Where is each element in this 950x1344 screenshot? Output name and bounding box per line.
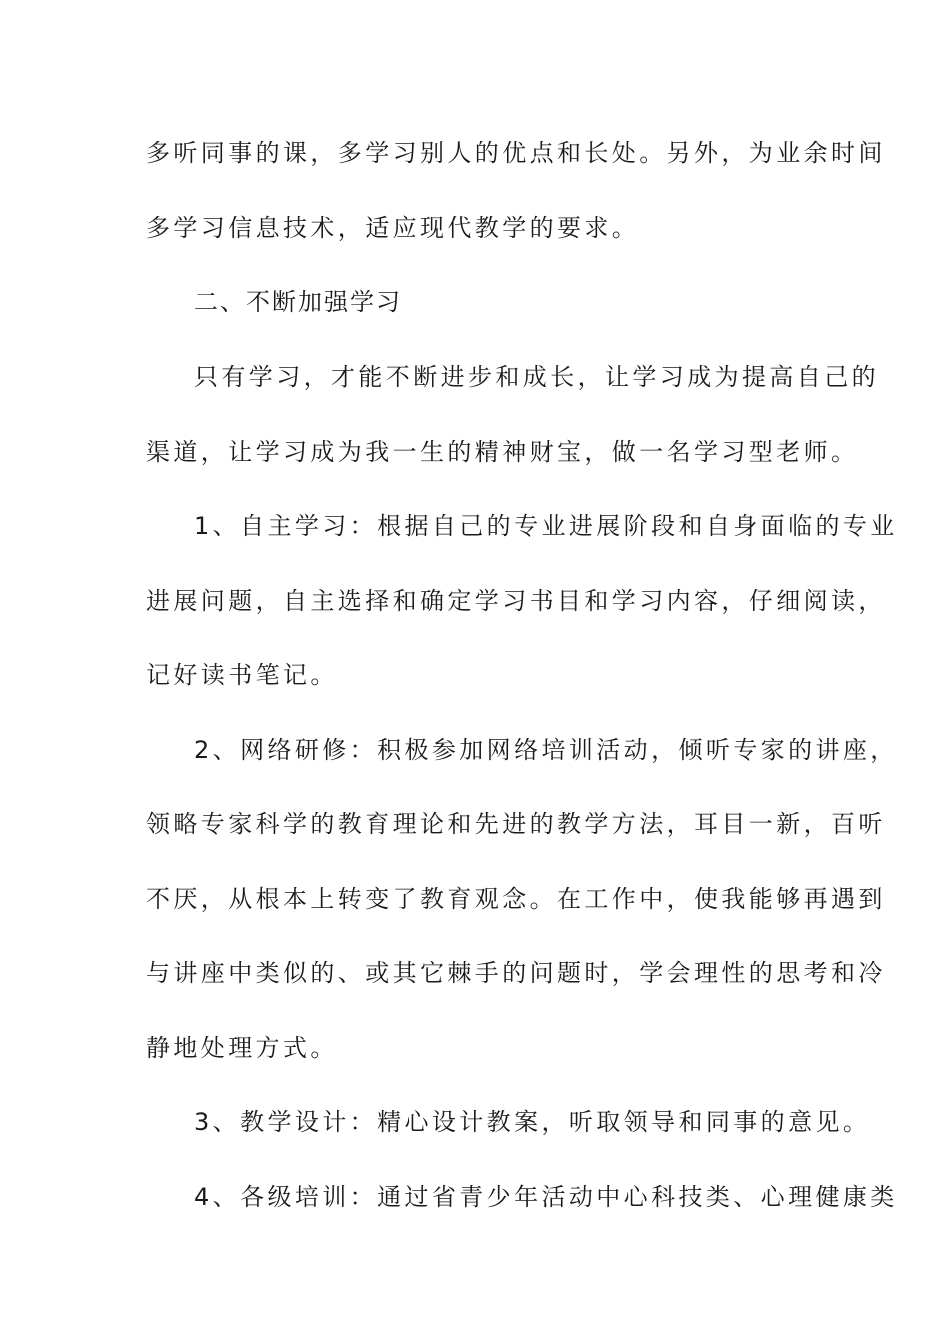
list-item-1-line-2: 进展问题，自主选择和确定学习书目和学习内容，仔细阅读， <box>146 587 886 615</box>
list-item-2-line-1: 2、网络研修：积极参加网络培训活动，倾听专家的讲座， <box>194 736 898 764</box>
list-item-2-line-5: 静地处理方式。 <box>146 1034 338 1062</box>
list-item-2-line-2: 领略专家科学的教育理论和先进的教学方法，耳目一新，百听 <box>146 810 886 838</box>
section-heading: 二、不断加强学习 <box>194 288 402 316</box>
list-item-1-line-1: 1、自主学习：根据自己的专业进展阶段和自身面临的专业 <box>194 512 898 540</box>
list-item-1-line-3: 记好读书笔记。 <box>146 661 338 689</box>
list-item-2-line-4: 与讲座中类似的、或其它棘手的问题时，学会理性的思考和冷 <box>146 959 886 987</box>
body-line-5: 渠道，让学习成为我一生的精神财宝，做一名学习型老师。 <box>146 438 859 466</box>
body-line-1: 多听同事的课，多学习别人的优点和长处。另外，为业余时间 <box>146 139 886 167</box>
list-item-4-line-1: 4、各级培训：通过省青少年活动中心科技类、心理健康类 <box>194 1183 898 1211</box>
body-line-4: 只有学习，才能不断进步和成长，让学习成为提高自己的 <box>194 363 879 391</box>
list-item-2-line-3: 不厌，从根本上转变了教育观念。在工作中，使我能够再遇到 <box>146 885 886 913</box>
list-item-3-line-1: 3、教学设计：精心设计教案，听取领导和同事的意见。 <box>194 1108 871 1136</box>
body-line-2: 多学习信息技术，适应现代教学的要求。 <box>146 214 640 242</box>
